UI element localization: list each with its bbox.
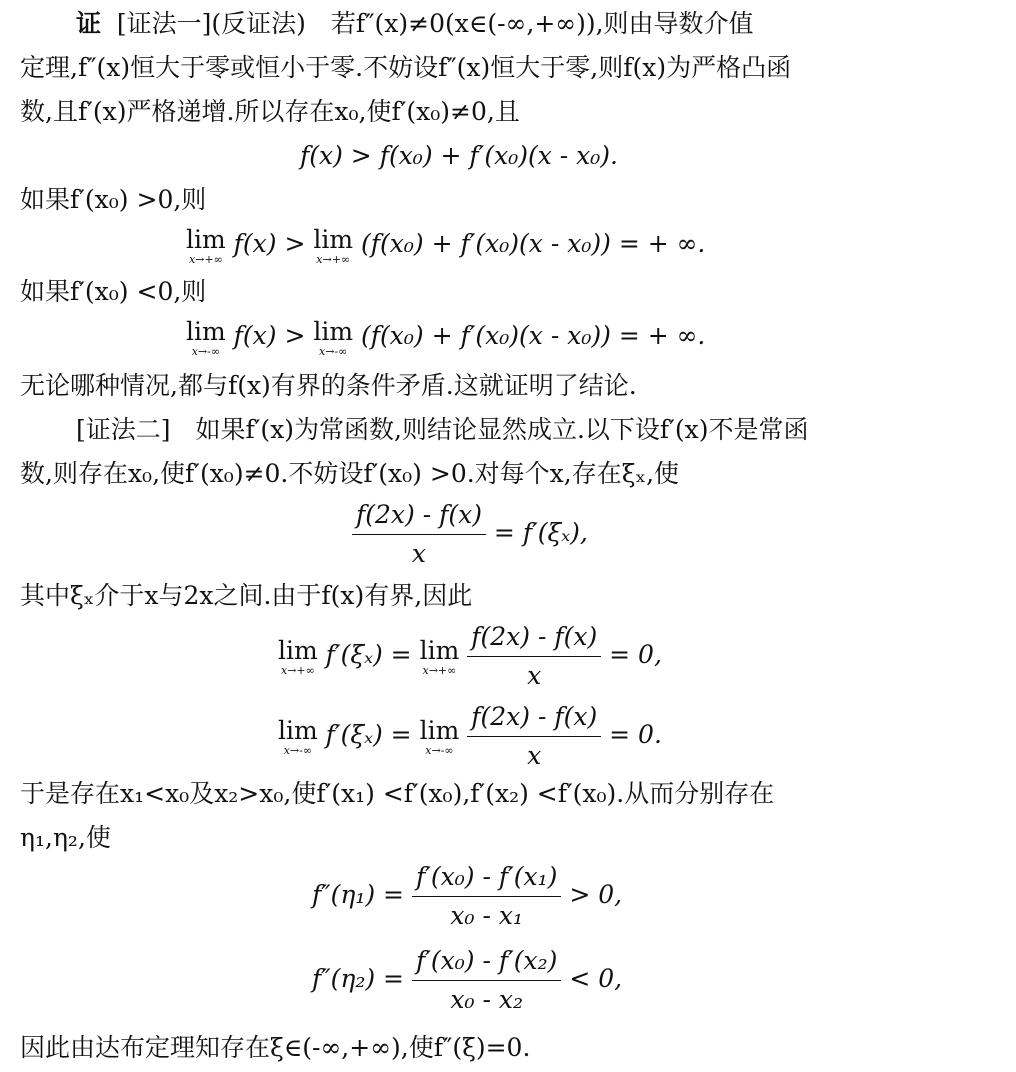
equation-2-rhs: (f(x₀) + f′(x₀)(x - x₀)) = + ∞. xyxy=(361,229,706,258)
line-5: 如果f′(x₀) <0,则 xyxy=(20,277,207,306)
limit-operator: lim x→-∞ xyxy=(419,715,460,757)
equation-3 xyxy=(186,318,705,358)
limit-operator: lim x→-∞ xyxy=(278,715,318,757)
fraction: $\frac{f(2x) - f(x)}{x}$ xyxy=(352,498,486,571)
line-1-text: [证法一](反证法) 若f″(x)≠0(x∈(-∞,+∞)),则由导数介值 xyxy=(116,9,754,38)
equation-7-lhs: f″(η₁) = xyxy=(312,880,412,909)
equation-6-lhs: f′(ξₓ) = xyxy=(325,720,420,749)
equation-6-end: = 0. xyxy=(609,720,662,749)
equation-5 xyxy=(278,620,662,693)
equation-8 xyxy=(312,944,622,1017)
line-11: η₁,η₂,使 xyxy=(20,823,111,852)
line-4: 如果f′(x₀) >0,则 xyxy=(20,185,207,214)
line-8: 数,则存在x₀,使f′(x₀)≠0.不妨设f′(x₀) >0.对每个x,存在ξₓ,使 xyxy=(20,459,680,488)
line-3: 数,且f′(x)严格递增.所以存在x₀,使f′(x₀)≠0,且 xyxy=(20,97,520,126)
equation-7-end: > 0, xyxy=(569,880,623,909)
fraction: $\frac{f(2x) - f(x)}{x}$ xyxy=(467,620,601,693)
line-12: 因此由达布定理知存在ξ∈(-∞,+∞),使f″(ξ)=0. xyxy=(20,1033,531,1062)
equation-5-end: = 0, xyxy=(609,640,662,669)
limit-operator: lim x→+∞ xyxy=(278,635,318,677)
limit-operator: lim x→+∞ xyxy=(313,225,354,266)
line-1 xyxy=(76,6,1004,42)
fraction: $\frac{\text{f′(x₀) - f′(x₂)}}{\text{x₀ - x₂}}$ xyxy=(412,944,561,1017)
limit-operator: lim x→-∞ xyxy=(186,317,226,358)
equation-1: f(x) > f(x₀) + f′(x₀)(x - x₀). xyxy=(300,141,618,170)
line-10: 于是存在x₁<x₀及x₂>x₀,使f′(x₁) <f′(x₀),f′(x₂) <f′(x₀).从而分别存在 xyxy=(20,779,775,808)
equation-3-lhs: f(x) > xyxy=(233,321,314,350)
equation-2-lhs: f(x) > xyxy=(233,229,314,258)
line-9: 其中ξₓ介于x与2x之间.由于f(x)有界,因此 xyxy=(20,581,473,610)
equation-8-lhs: f″(η₂) = xyxy=(312,964,412,993)
equation-8-end: < 0, xyxy=(569,964,623,993)
proof-label: 证 xyxy=(76,9,102,38)
limit-operator: lim x→-∞ xyxy=(313,317,354,358)
equation-4-rhs: = f′(ξₓ), xyxy=(493,518,588,547)
equation-6 xyxy=(278,700,662,773)
limit-operator: lim x→+∞ xyxy=(186,225,226,266)
fraction: $\frac{f(2x) - f(x)}{x}$ xyxy=(467,700,601,773)
line-7: [证法二] 如果f′(x)为常函数,则结论显然成立.以下设f′(x)不是常函 xyxy=(76,415,809,444)
equation-3-rhs: (f(x₀) + f′(x₀)(x - x₀)) = + ∞. xyxy=(361,321,706,350)
equation-2 xyxy=(186,226,705,266)
fraction: $\frac{\text{f′(x₀) - f′(x₁)}}{\text{x₀ - x₁}}$ xyxy=(412,860,561,933)
line-2: 定理,f″(x)恒大于零或恒小于零.不妨设f″(x)恒大于零,则f(x)为严格凸函 xyxy=(20,53,792,82)
equation-4 xyxy=(352,498,588,571)
equation-7 xyxy=(312,860,622,933)
equation-5-lhs: f′(ξₓ) = xyxy=(325,640,420,669)
limit-operator: lim x→+∞ xyxy=(419,635,460,677)
line-6: 无论哪种情况,都与f(x)有界的条件矛盾.这就证明了结论. xyxy=(20,371,637,400)
